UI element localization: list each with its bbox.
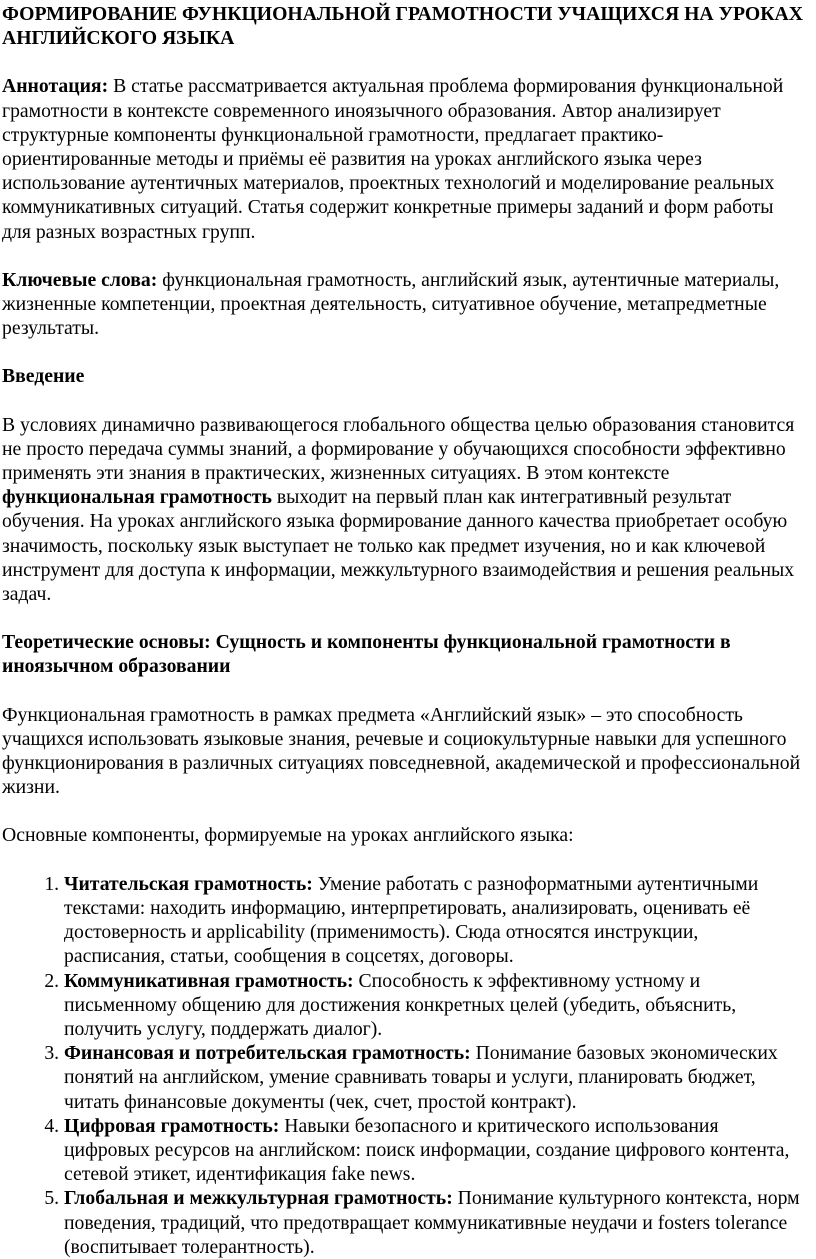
component-text: Способность к эффективному устному и письменному общению для достижения конкретных целей (убедить, объяснить, получить услугу, поддержать диалог).: [64, 969, 737, 1040]
intro-bold-term: функциональная грамотность: [2, 486, 272, 509]
list-item: [64, 1186, 804, 1259]
component-label: Цифровая грамотность:: [64, 1114, 280, 1137]
annotation-label: Аннотация:: [2, 75, 109, 98]
annotation-text: В статье рассматривается актуальная проблема формирования функциональной грамотности в контексте современного иноязычного образования. Автор анализирует структурные компоненты функциональной грамотности, предлагает практико-ориентированные методы и приёмы её развития на уроках английского языка через использование аутентичных материалов, проектных технологий и моделирование реальных коммуникативных ситуаций. Статья содержит конкретные примеры заданий и форм работы для разных возрастных групп.: [2, 75, 784, 243]
component-text: Понимание культурного контекста, норм поведения, традиций, что предотвращает коммуникативные неудачи и fosters tolerance (воспитывает толерантность).: [64, 1187, 800, 1258]
keywords-label: Ключевые слова:: [2, 268, 158, 291]
component-label: Глобальная и межкультурная грамотность:: [64, 1187, 453, 1210]
component-label: Коммуникативная грамотность:: [64, 969, 354, 992]
component-text: Умение работать с разноформатными аутентичными текстами: находить информацию, интерпретировать, анализировать, оценивать её достоверность и applicability (применимость). Сюда относятся инструкции, расписания, статьи, сообщения в соцсетях, договоры.: [64, 872, 759, 968]
list-item: [64, 872, 804, 969]
intro-text-before: В условиях динамично развивающегося глобального общества целью образования становится не просто передача суммы знаний, а формирование у обучающихся способности эффективно применять эти знания в практических, жизненных ситуациях. В этом контексте: [2, 413, 795, 485]
theory-paragraph: Функциональная грамотность в рамках предмета «Английский язык» – это способность учащихся использовать языковые знания, речевые и социокультурные навыки для успешного функционирования в различных ситуациях повседневной, академической и профессиональной жизни.: [2, 703, 801, 799]
components-intro: Основные компоненты, формируемые на уроках английского языка:: [2, 824, 574, 847]
intro-text-after: выходит на первый план как интегративный результат обучения. На уроках английского языка формирование данного качества приобретает особую значимость, поскольку язык выступает не только как предмет изучения, но и как ключевой инструмент для доступа к информации, межкультурного взаимодействия и решения реальных задач.: [2, 486, 795, 606]
keywords-paragraph: [2, 268, 804, 341]
theory-heading: Теоретические основы: Сущность и компоненты функциональной грамотности в иноязычном образовании: [2, 631, 731, 678]
component-text: Навыки безопасного и критического использования цифровых ресурсов на английском: поиск информации, создание цифрового контента, сетевой этикет, идентификация fake news.: [64, 1114, 790, 1186]
keywords-text: функциональная грамотность, английский язык, аутентичные материалы, жизненные компетенции, проектная деятельность, ситуативное обучение, метапредметные результаты.: [2, 268, 780, 340]
list-item: [64, 1041, 804, 1114]
component-text: Понимание базовых экономических понятий на английском, умение сравнивать товары и услуги, планировать бюджет, читать финансовые документы (чек, счет, простой контракт).: [64, 1042, 778, 1113]
component-label: Финансовая и потребительская грамотность:: [64, 1042, 471, 1065]
list-item: [64, 1114, 804, 1187]
intro-paragraph: [2, 413, 804, 607]
list-item: [64, 969, 804, 1042]
annotation-paragraph: [2, 74, 804, 243]
component-label: Читательская грамотность:: [64, 872, 313, 895]
intro-heading: Введение: [2, 365, 85, 388]
article-title: ФОРМИРОВАНИЕ ФУНКЦИОНАЛЬНОЙ ГРАМОТНОСТИ УЧАЩИХСЯ НА УРОКАХ АНГЛИЙСКОГО ЯЗЫКА: [2, 3, 803, 50]
components-list: [2, 872, 804, 1259]
